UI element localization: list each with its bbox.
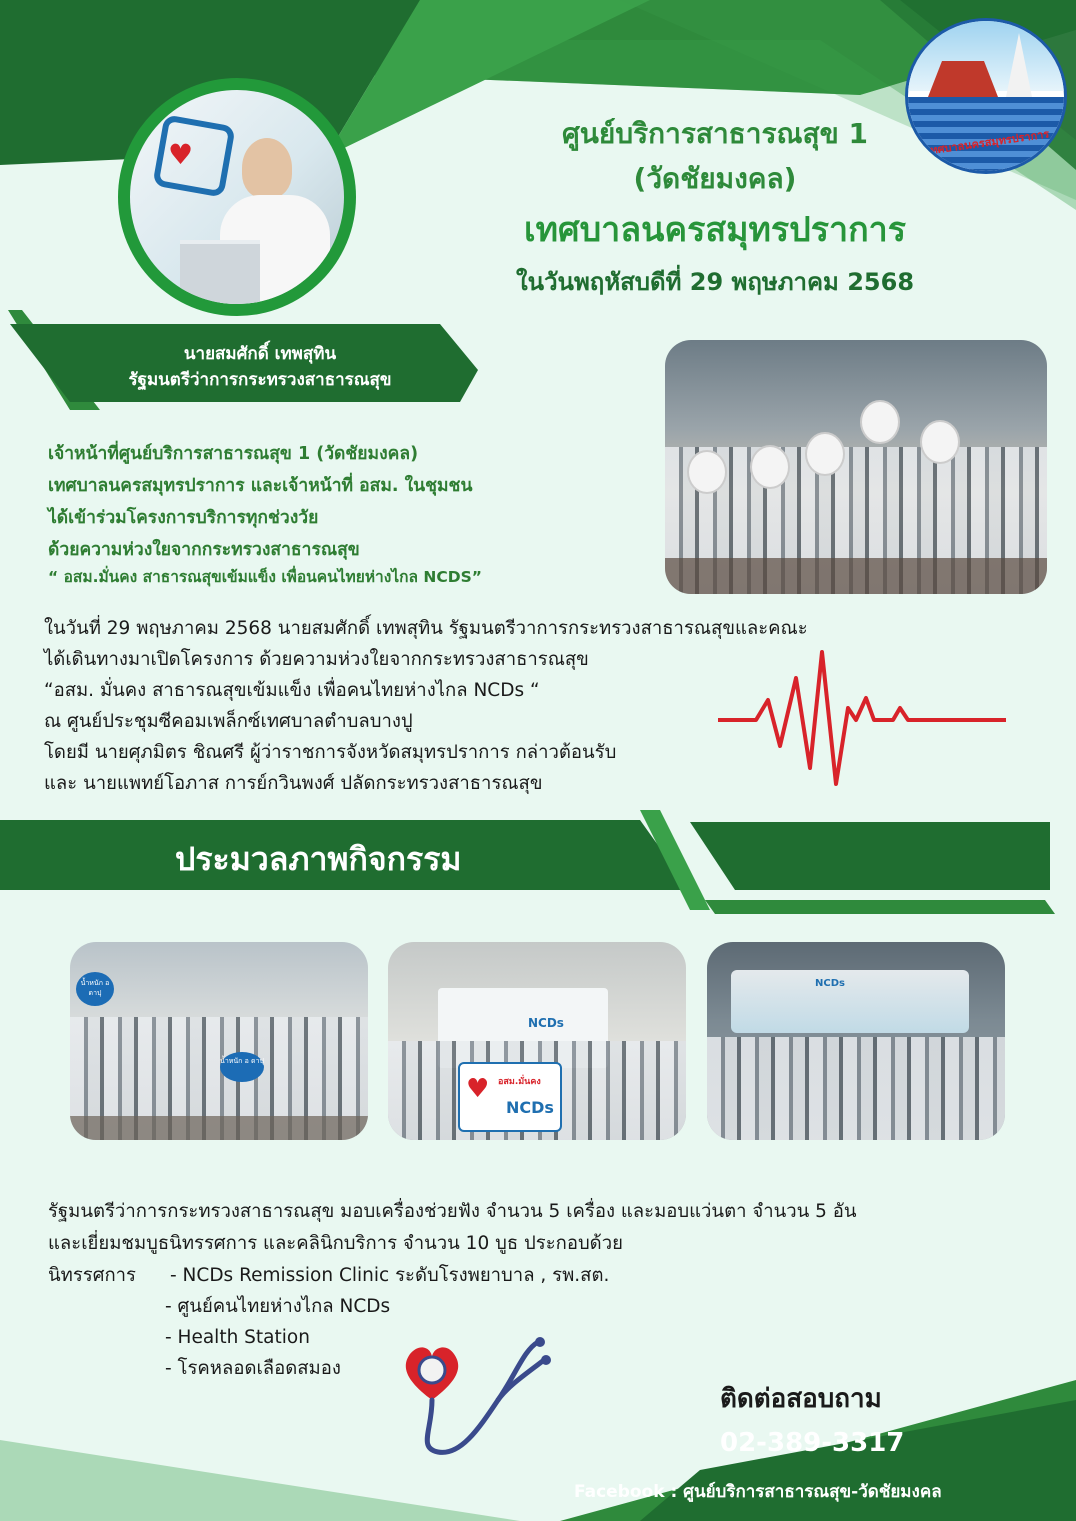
paragraph-line: “อสม. มั่นคง สาธารณสุขเข้มแข็ง เพื่อคนไทยห่างไกล NCDs “ — [44, 680, 540, 701]
intro-line: เจ้าหน้าที่ศูนย์บริการสาธารณสุข 1 (วัดชัยมงคล) — [48, 444, 419, 464]
activity-photo-2: NCDs ♥ อสม.มั่นคง NCDs — [388, 942, 686, 1140]
exhibition-item: - NCDs Remission Clinic ระดับโรงพยาบาล , รพ.สต. — [170, 1265, 610, 1286]
paragraph-line: โดยมี นายศุภมิตร ชิณศรี ผู้ว่าราชการจังหวัดสมุทรปราการ กล่าวต้อนรับ — [44, 742, 617, 763]
photo-sign: NCDs — [506, 1098, 554, 1117]
intro-line: ด้วยความห่วงใยจากกระทรวงสาธารณสุข — [48, 540, 360, 560]
contact-facebook[interactable]: Facebook : ศูนย์บริการสาธารณสุข-วัดชัยมงคล — [574, 1482, 942, 1502]
intro-line: ได้เข้าร่วมโครงการบริการทุกช่วงวัย — [48, 508, 319, 528]
minister-title: รัฐมนตรีว่าการกระทรวงสาธารณสุข — [128, 370, 392, 390]
intro-line: “ อสม.มั่นคง สาธารณสุขเข้มแข็ง เพื่อนคนไทยห่างไกล NCDS” — [48, 568, 482, 586]
stethoscope-heart-icon — [398, 1330, 558, 1460]
photo-sign: น้ำหนัก อ ดาปุ — [76, 972, 114, 1006]
minister-name: นายสมศักดิ์ เทพสุทิน — [183, 344, 337, 364]
contact-phone[interactable]: 02-389-3317 — [720, 1428, 905, 1458]
paragraph-line: ณ ศูนย์ประชุมซีคอมเพล็กซ์เทศบาลตำบลบางปู — [44, 711, 413, 732]
photo-sign: น้ำหนัก อ ดาปุ — [220, 1052, 264, 1082]
exhibition-label: นิทรรศการ — [48, 1265, 136, 1286]
paragraph-line: และ นายแพทย์โอภาส การย์กวินพงศ์ ปลัดกระทรวงสาธารณสุข — [44, 773, 543, 794]
paragraph-line: ได้เดินทางมาเปิดโครงการ ด้วยความห่วงใยจากกระทรวงสาธารณสุข — [44, 649, 589, 670]
exhibition-item: - Health Station — [165, 1327, 310, 1348]
activity-photo-1 — [70, 942, 368, 1140]
minister-portrait: ♥ — [118, 78, 356, 316]
section-title: ประมวลภาพกิจกรรม — [175, 840, 462, 878]
photo-banner: NCDs — [528, 1016, 564, 1030]
exhibition-item: - ศูนย์คนไทยห่างไกล NCDs — [165, 1296, 391, 1317]
event-main-photo — [665, 340, 1047, 594]
summary-line2: และเยี่ยมชมบูธนิทรรศการ และคลินิกบริการ จำนวน 10 บูธ ประกอบด้วย — [48, 1233, 623, 1254]
header-line2: (วัดชัยมงคล) — [633, 162, 797, 195]
header-line1: ศูนย์บริการสาธารณสุข 1 — [562, 117, 868, 150]
photo-sign: อสม.มั่นคง — [498, 1077, 541, 1087]
photo-banner: NCDs — [815, 978, 845, 989]
section-band — [0, 810, 1076, 920]
summary-line1: รัฐมนตรีว่าการกระทรวงสาธารณสุข มอบเครื่องช่วยฟัง จำนวน 5 เครื่อง และมอบแว่นตา จำนวน 5 อัน — [48, 1201, 857, 1222]
paragraph-line: ในวันที่ 29 พฤษภาคม 2568 นายสมศักดิ์ เทพสุทิน รัฐมนตรีวาการกระทรวงสาธารณสุขและคณะ — [44, 618, 808, 639]
exhibition-item: - โรคหลอดเลือดสมอง — [165, 1358, 341, 1379]
contact-label: ติดต่อสอบถาม — [720, 1384, 882, 1414]
heartbeat-icon — [718, 638, 1008, 788]
intro-line: เทศบาลนครสมุทรปราการ และเจ้าหน้าที่ อสม. ในชุมชน — [48, 476, 473, 496]
header-line3: เทศบาลนครสมุทรปราการ — [523, 210, 907, 250]
logo-text: เทศบาลนครสมุทรปราการ — [925, 127, 1050, 158]
header-date: ในวันพฤหัสบดีที่ 29 พฤษภาคม 2568 — [515, 268, 915, 296]
activity-photo-3 — [707, 942, 1005, 1140]
